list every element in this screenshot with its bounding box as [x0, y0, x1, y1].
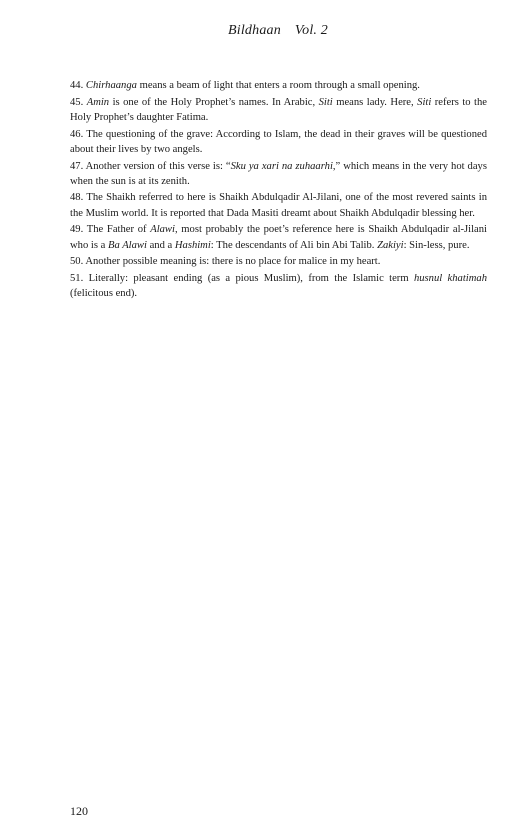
endnote-text: (felicitous end). — [70, 288, 138, 300]
endnote-text: is one of the Holy Prophet’s names. In Arabic, — [109, 96, 319, 108]
endnote — [70, 159, 487, 189]
italic-term: Ba Alawi — [107, 239, 147, 251]
endnote-number: 46. — [70, 128, 84, 140]
endnote-text: means lady. Here, — [332, 96, 418, 108]
endnote-text: Literally: pleasant ending (as a pious Muslim), from the Islamic term — [88, 272, 414, 284]
italic-term: Hashimi — [174, 239, 211, 251]
endnotes-list — [70, 78, 487, 303]
endnote-number: 44. — [70, 80, 84, 91]
endnote-text: The Shaikh referred to here is Shaikh Abdulqadir Al-Jilani, one of the most revered saints in the Muslim world. It is reported that Dada Masiti dreamt about Shaikh Abdulqadir blessing her. — [70, 192, 487, 219]
endnote-number: 49. — [70, 224, 84, 236]
italic-term: Siti — [318, 96, 333, 108]
volume-label: Vol. 2 — [294, 23, 329, 38]
endnote — [70, 254, 487, 269]
endnote-text: ,” which means in the very hot days when the sun is at its zenith. — [70, 160, 487, 187]
endnote-text: Another version of this verse is: “ — [85, 160, 231, 172]
endnote-number: 48. — [70, 192, 84, 204]
endnote — [70, 95, 487, 125]
endnote-text: The Father of — [86, 224, 151, 236]
italic-term: Siti — [417, 96, 432, 108]
endnote-text: : Sin-less, pure. — [403, 239, 470, 251]
italic-term: Zakiyi — [377, 239, 404, 251]
endnote-text: The questioning of the grave: According to Islam, the dead in their graves will be questioned about their lives by two angels. — [70, 128, 487, 155]
endnote — [70, 78, 487, 93]
italic-term: Alawi — [150, 224, 175, 236]
endnote-text: means a beam of light that enters a room through a small opening. — [136, 80, 420, 91]
endnote-text: refers to the Holy Prophet’s daughter Fatima. — [70, 96, 487, 123]
endnote — [70, 222, 487, 252]
italic-term: husnul khatimah — [413, 272, 487, 284]
italic-term: Amin — [86, 96, 110, 108]
italic-term: Sku ya xari na zuhaarhi — [230, 160, 333, 172]
endnote-number: 47. — [70, 160, 84, 172]
page-number: 120 — [70, 804, 88, 818]
endnote — [70, 127, 487, 157]
endnote-number: 50. — [70, 256, 84, 268]
endnote-text: and a — [146, 239, 175, 251]
endnote — [70, 271, 487, 301]
endnote-number: 45. — [70, 96, 84, 108]
italic-term: Chirhaanga — [85, 80, 137, 91]
endnote-text: , most probably the poet’s reference here is Shaikh Abdulqadir al-Jilani who is a — [70, 224, 487, 251]
endnote-text: Another possible meaning is: there is no place for malice in my heart. — [85, 256, 381, 268]
endnote-number: 51. — [70, 272, 84, 284]
endnote-text: : The descendants of Ali bin Abi Talib. — [210, 239, 378, 251]
endnote — [70, 190, 487, 220]
book-title: Bildhaan — [227, 23, 281, 38]
running-head — [0, 23, 528, 39]
